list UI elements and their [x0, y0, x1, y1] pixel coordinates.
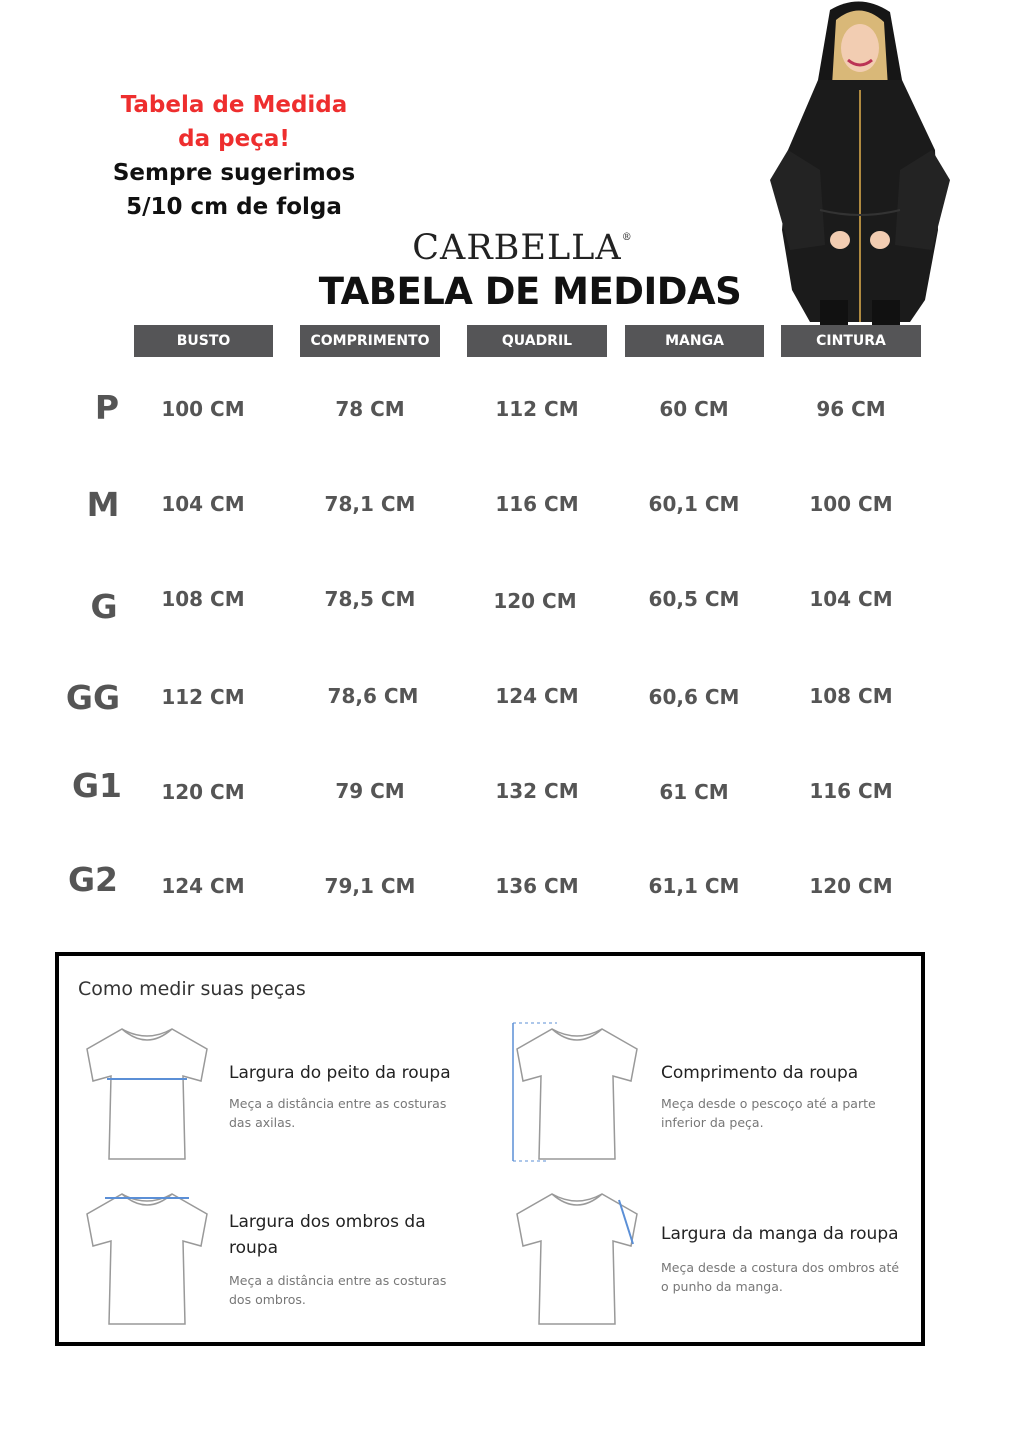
- table-cell: 100 CM: [809, 492, 893, 516]
- note-line-3: Sempre sugerimos: [112, 160, 356, 186]
- table-cell: 120 CM: [493, 589, 577, 613]
- column-header-cintura: CINTURA: [781, 325, 921, 357]
- table-cell: 124 CM: [161, 874, 245, 898]
- tshirt-chest-icon: [77, 1021, 217, 1166]
- measure-description: Meça a distância entre as costuras dos ombros.: [229, 1273, 447, 1307]
- size-label-gg: GG: [65, 678, 121, 717]
- table-cell: 132 CM: [495, 779, 579, 803]
- table-cell: 108 CM: [161, 587, 245, 611]
- column-header-busto: BUSTO: [134, 325, 273, 357]
- table-cell: 120 CM: [809, 874, 893, 898]
- table-cell: 136 CM: [495, 874, 579, 898]
- registered-mark: ®: [621, 232, 633, 243]
- size-label-p: P: [94, 388, 120, 427]
- measure-heading: Largura da manga da roupa: [661, 1224, 899, 1244]
- table-cell: 116 CM: [495, 492, 579, 516]
- table-cell: 78,6 CM: [327, 684, 419, 708]
- note-line-1: Tabela de Medida: [120, 92, 348, 118]
- table-cell: 61 CM: [659, 780, 729, 804]
- table-cell: 96 CM: [816, 397, 886, 421]
- table-cell: 78 CM: [335, 397, 405, 421]
- measure-heading: Largura dos ombros da roupa: [229, 1212, 426, 1258]
- how-to-measure-title: Como medir suas peças: [78, 978, 306, 1000]
- table-cell: 124 CM: [495, 684, 579, 708]
- model-photo: [760, 0, 960, 325]
- tshirt-shoulders-icon: [77, 1186, 217, 1331]
- table-cell: 78,5 CM: [324, 587, 416, 611]
- tshirt-length-icon: [507, 1021, 647, 1166]
- table-cell: 79 CM: [335, 779, 405, 803]
- note-line-4: 5/10 cm de folga: [126, 194, 342, 220]
- table-cell: 60,6 CM: [648, 685, 740, 709]
- table-cell: 112 CM: [495, 397, 579, 421]
- table-cell: 79,1 CM: [324, 874, 416, 898]
- table-cell: 60,1 CM: [648, 492, 740, 516]
- measure-description: Meça desde o pescoço até a parte inferior da peça.: [661, 1096, 876, 1130]
- brand-logo: [405, 228, 640, 268]
- column-header-comprimento: COMPRIMENTO: [300, 325, 440, 357]
- table-cell: 104 CM: [809, 587, 893, 611]
- measure-description: Meça a distância entre as costuras das axilas.: [229, 1096, 447, 1130]
- measure-description: Meça desde a costura dos ombros até o punho da manga.: [661, 1260, 900, 1294]
- column-header-quadril: QUADRIL: [467, 325, 607, 357]
- note-line-2: da peça!: [178, 126, 290, 152]
- table-cell: 120 CM: [161, 780, 245, 804]
- size-label-g2: G2: [67, 860, 119, 899]
- column-header-manga: MANGA: [625, 325, 764, 357]
- table-cell: 104 CM: [161, 492, 245, 516]
- table-cell: 60,5 CM: [648, 587, 740, 611]
- table-cell: 108 CM: [809, 684, 893, 708]
- page-title: TABELA DE MEDIDAS: [318, 270, 742, 313]
- size-advice-note: [84, 88, 384, 224]
- size-label-g: G: [90, 587, 118, 626]
- table-cell: 60 CM: [659, 397, 729, 421]
- size-label-m: M: [86, 485, 120, 524]
- measure-heading: Largura do peito da roupa: [229, 1063, 451, 1083]
- measure-heading: Comprimento da roupa: [661, 1063, 859, 1083]
- table-cell: 116 CM: [809, 779, 893, 803]
- size-label-g1: G1: [71, 766, 123, 805]
- table-cell: 100 CM: [161, 397, 245, 421]
- table-cell: 78,1 CM: [324, 492, 416, 516]
- tshirt-sleeve-icon: [507, 1186, 647, 1331]
- brand-name: CARBELLA: [412, 228, 622, 268]
- how-to-measure-panel: [55, 952, 925, 1346]
- table-cell: 61,1 CM: [648, 874, 740, 898]
- table-cell: 112 CM: [161, 685, 245, 709]
